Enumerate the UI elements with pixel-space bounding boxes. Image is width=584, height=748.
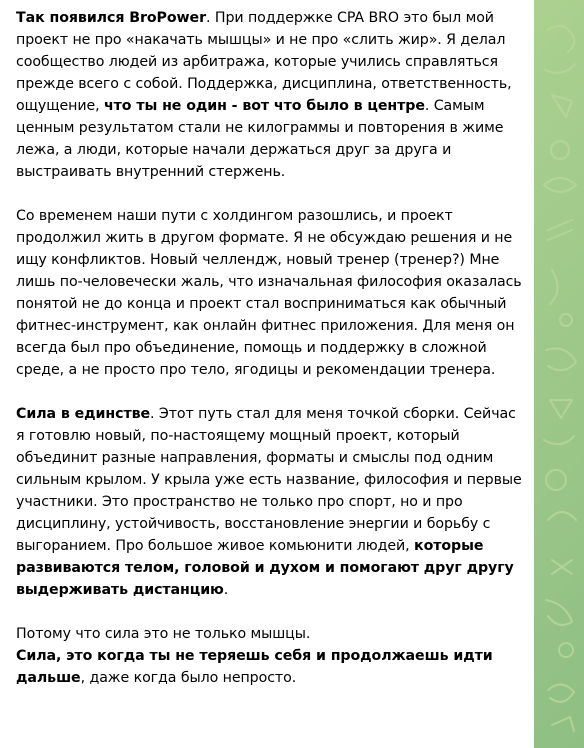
message-text: . При поддержке CPA BRO это был мой проект не про «накачать мышцы» и не про «слить жир». Я делал сообщество людей из арбитража, которые учились справляться прежде всего с собой. Поддержка, дисциплина, ответственность, ощущение, bbox=[16, 10, 512, 114]
message-text: , даже когда было непросто. bbox=[80, 670, 297, 686]
message-text-bold: Так появился BroPower bbox=[16, 10, 206, 26]
message-text: Потому что сила это не только мышцы. bbox=[16, 626, 311, 642]
message-text: . Этот путь стал для меня точкой сборки. Сейчас я готовлю новый, по-настоящему мощный проект, который объединит разные направления, форматы и смыслы под одним сильным крылом. У крыла уже есть название, философия и первые участники. Это пространство не только про спорт, но и про дисциплину, устойчивость, восстановление энергии и борьбу с выгоранием. Про большое живое комьюнити людей, bbox=[16, 406, 522, 554]
message-text: Со временем наши пути с холдингом разошлись, и проект продолжил жить в другом формате. Я не обсуждаю решения и не ищу конфликтов. Новый челлендж, новый тренер (тренер?) Мне лишь по-человечески жаль, что изначальная философия оказалась понятой не до конца и проект стал восприниматься как обычный фитнес-инструмент, как онлайн фитнес приложения. Для меня он всегда был про объединение, помощь и поддержку в сложной среде, а не просто про тело, ягодицы и рекомендации тренера. bbox=[16, 208, 522, 378]
message-text: . Самым ценным результатом стали не килограммы и повторения в жиме лежа, а люди, которые начали держаться друг за друга и выстраивать внутренний стержень. bbox=[16, 98, 504, 180]
message-paragraph bbox=[16, 623, 526, 689]
message-paragraph bbox=[16, 403, 526, 601]
message-text-bold: Сила, это когда ты не теряешь себя и продолжаешь идти дальше bbox=[16, 648, 493, 686]
message-paragraph bbox=[16, 205, 526, 381]
message-text-bold: Сила в единстве bbox=[16, 406, 151, 422]
message-paragraph bbox=[16, 7, 526, 183]
message-text-bold: которые развиваются телом, головой и духом и помогают друг другу выдерживать дистанцию bbox=[16, 538, 514, 598]
message-text-bold: что ты не один - вот что было в центре bbox=[103, 98, 425, 114]
message-text: . bbox=[223, 582, 229, 598]
